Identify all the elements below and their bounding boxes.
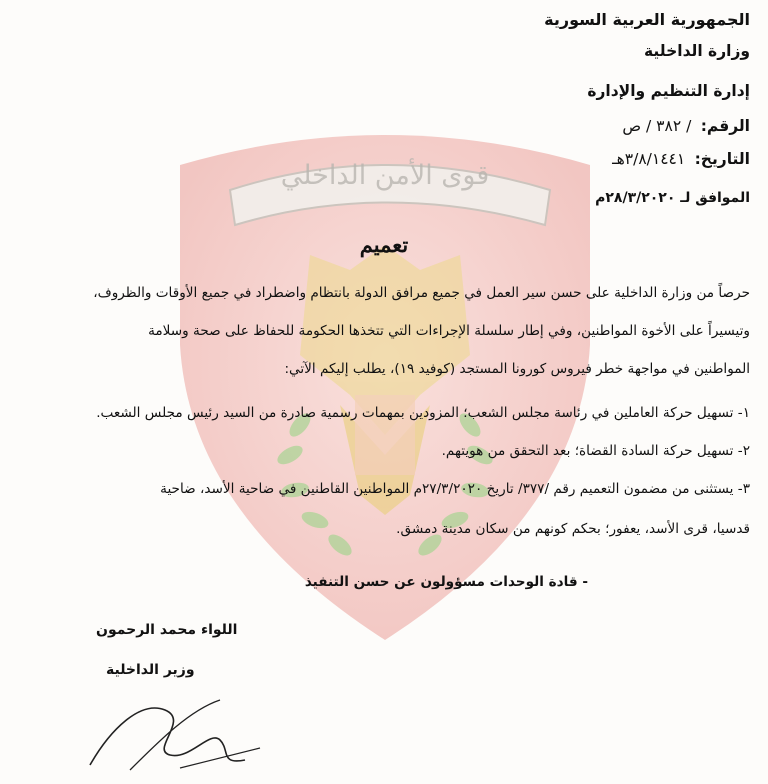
header-corresponding-date: الموافق لـ ٢٨/٣/٢٠٢٠م bbox=[595, 190, 750, 206]
intro-line: وتيسيراً على الأخوة المواطنين، وفي إطار سلسلة الإجراءات التي تتخذها الحكومة للحفاظ على صحة وسلامة bbox=[148, 323, 750, 339]
signatory-title: وزير الداخلية bbox=[106, 662, 195, 678]
number-label: الرقم: bbox=[700, 117, 750, 135]
list-item: ٢- تسهيل حركة السادة القضاة؛ بعد التحقق من هويتهم. bbox=[441, 443, 750, 459]
date-label: التاريخ: bbox=[694, 150, 750, 168]
signatory-name: اللواء محمد الرحمون bbox=[96, 622, 238, 638]
header-date bbox=[612, 150, 750, 168]
date-value: ٣/٨/١٤٤١هـ bbox=[612, 150, 686, 168]
closing-note: - قادة الوحدات مسؤولون عن حسن التنفيذ bbox=[304, 574, 588, 590]
watermark-caption: قوى الأمن الداخلي bbox=[280, 160, 490, 191]
header-number bbox=[622, 117, 750, 135]
intro-paragraph bbox=[8, 282, 750, 380]
list-item bbox=[8, 478, 750, 540]
header-department: إدارة التنظيم والإدارة bbox=[587, 82, 750, 100]
list-item: ١- تسهيل حركة العاملين في رئاسة مجلس الشعب؛ المزودين بمهمات رسمية صادرة من السيد رئيس مجلس الشعب. bbox=[96, 405, 750, 421]
header-ministry: وزارة الداخلية bbox=[644, 42, 750, 60]
header-country: الجمهورية العربية السورية bbox=[544, 10, 750, 29]
handwritten-signature bbox=[70, 670, 270, 780]
item-line: قدسيا، قرى الأسد، يعفور؛ بحكم كونهم من سكان مدينة دمشق. bbox=[396, 521, 750, 537]
intro-line: حرصاً من وزارة الداخلية على حسن سير العمل في جميع مرافق الدولة بانتظام واضطراد في جميع الأوقات والظروف، bbox=[93, 285, 750, 301]
document-title: تعميم bbox=[359, 232, 409, 257]
intro-line: المواطنين في مواجهة خطر فيروس كورونا المستجد (كوفيد ١٩)، يطلب إليكم الآتي: bbox=[284, 361, 750, 377]
number-value: / ٣٨٢ / ص bbox=[622, 117, 692, 135]
item-line: ٣- يستثنى من مضمون التعميم رقم /٣٧٧/ تاريخ ٢٧/٣/٢٠٢٠م المواطنين القاطنين في ضاحية الأسد، ضاحية bbox=[160, 481, 750, 497]
